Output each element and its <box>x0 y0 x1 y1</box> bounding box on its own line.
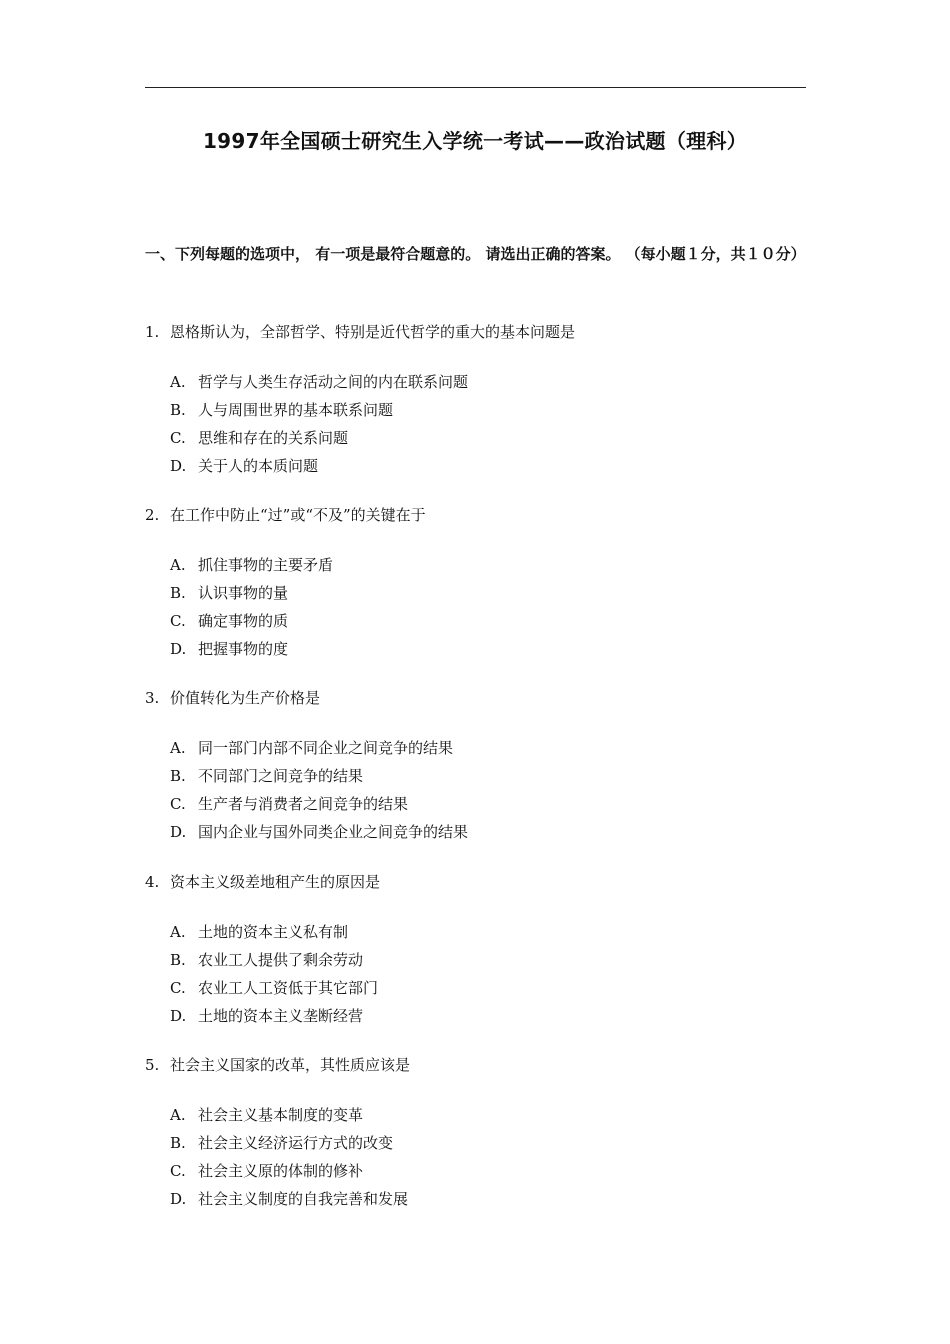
question-2 <box>145 501 805 663</box>
question-number: 5. <box>145 1056 160 1074</box>
question-stem <box>145 868 805 896</box>
option-list <box>170 734 805 846</box>
option-a <box>170 551 805 579</box>
question-number: 1. <box>145 323 160 341</box>
question-number: 2. <box>145 506 160 524</box>
option-b <box>170 579 805 607</box>
option-letter: A. <box>170 739 186 757</box>
option-letter: C. <box>170 429 186 447</box>
option-text: 土地的资本主义私有制 <box>198 923 349 941</box>
option-text: 同一部门内部不同企业之间竞争的结果 <box>198 739 454 757</box>
option-c <box>170 607 805 635</box>
option-text: 社会主义制度的自我完善和发展 <box>198 1190 409 1208</box>
option-letter: D. <box>170 823 187 841</box>
option-letter: B. <box>170 1134 186 1152</box>
option-b <box>170 1129 805 1157</box>
header-rule <box>145 87 806 88</box>
option-b <box>170 396 805 424</box>
question-stem <box>145 501 805 529</box>
option-a <box>170 918 805 946</box>
option-text: 农业工人工资低于其它部门 <box>198 979 379 997</box>
option-letter: A. <box>170 373 186 391</box>
option-list <box>170 368 805 480</box>
option-text: 农业工人提供了剩余劳动 <box>198 951 364 969</box>
question-4 <box>145 868 805 1030</box>
option-letter: D. <box>170 457 187 475</box>
option-text: 关于人的本质问题 <box>198 457 319 475</box>
question-stem <box>145 1051 805 1079</box>
option-d <box>170 818 805 846</box>
question-stem <box>145 684 805 712</box>
option-letter: D. <box>170 640 187 658</box>
option-letter: C. <box>170 979 186 997</box>
option-d <box>170 452 805 480</box>
option-text: 土地的资本主义垄断经营 <box>198 1007 364 1025</box>
option-c <box>170 424 805 452</box>
option-list <box>170 551 805 663</box>
option-text: 认识事物的量 <box>198 584 289 602</box>
option-a <box>170 734 805 762</box>
question-number: 4. <box>145 873 160 891</box>
option-text: 把握事物的度 <box>198 640 289 658</box>
question-text: 社会主义国家的改革，其性质应该是 <box>170 1056 411 1074</box>
option-text: 不同部门之间竞争的结果 <box>198 767 364 785</box>
option-c <box>170 1157 805 1185</box>
option-c <box>170 974 805 1002</box>
option-text: 抓住事物的主要矛盾 <box>198 556 334 574</box>
option-text: 生产者与消费者之间竞争的结果 <box>198 795 409 813</box>
option-list <box>170 1101 805 1213</box>
question-text: 资本主义级差地租产生的原因是 <box>170 873 381 891</box>
option-letter: A. <box>170 1106 186 1124</box>
section-heading: 一、下列每题的选项中， 有一项是最符合题意的。 请选出正确的答案。 （每小题１分，共１０分） <box>145 245 806 263</box>
option-b <box>170 762 805 790</box>
option-letter: C. <box>170 1162 186 1180</box>
option-d <box>170 1185 805 1213</box>
option-letter: B. <box>170 951 186 969</box>
option-letter: D. <box>170 1190 187 1208</box>
option-letter: B. <box>170 401 186 419</box>
option-text: 社会主义经济运行方式的改变 <box>198 1134 394 1152</box>
option-letter: C. <box>170 612 186 630</box>
option-c <box>170 790 805 818</box>
question-text: 恩格斯认为，全部哲学、特别是近代哲学的重大的基本问题是 <box>170 323 576 341</box>
option-d <box>170 635 805 663</box>
option-a <box>170 1101 805 1129</box>
option-text: 国内企业与国外同类企业之间竞争的结果 <box>198 823 469 841</box>
option-list <box>170 918 805 1030</box>
option-text: 思维和存在的关系问题 <box>198 429 349 447</box>
option-d <box>170 1002 805 1030</box>
option-text: 人与周围世界的基本联系问题 <box>198 401 394 419</box>
option-letter: B. <box>170 584 186 602</box>
question-text: 价值转化为生产价格是 <box>170 689 321 707</box>
question-1 <box>145 318 805 480</box>
option-letter: D. <box>170 1007 187 1025</box>
question-number: 3. <box>145 689 160 707</box>
question-stem <box>145 318 805 346</box>
option-a <box>170 368 805 396</box>
option-b <box>170 946 805 974</box>
option-letter: B. <box>170 767 186 785</box>
question-5 <box>145 1051 805 1213</box>
question-3 <box>145 684 805 846</box>
question-text: 在工作中防止“过”或“不及”的关键在于 <box>170 506 426 524</box>
option-letter: A. <box>170 556 186 574</box>
option-letter: C. <box>170 795 186 813</box>
document-title: 1997年全国硕士研究生入学统一考试——政治试题（理科） <box>202 129 748 153</box>
option-text: 社会主义基本制度的变革 <box>198 1106 364 1124</box>
option-text: 确定事物的质 <box>198 612 289 630</box>
option-text: 社会主义原的体制的修补 <box>198 1162 364 1180</box>
option-letter: A. <box>170 923 186 941</box>
option-text: 哲学与人类生存活动之间的内在联系问题 <box>198 373 469 391</box>
